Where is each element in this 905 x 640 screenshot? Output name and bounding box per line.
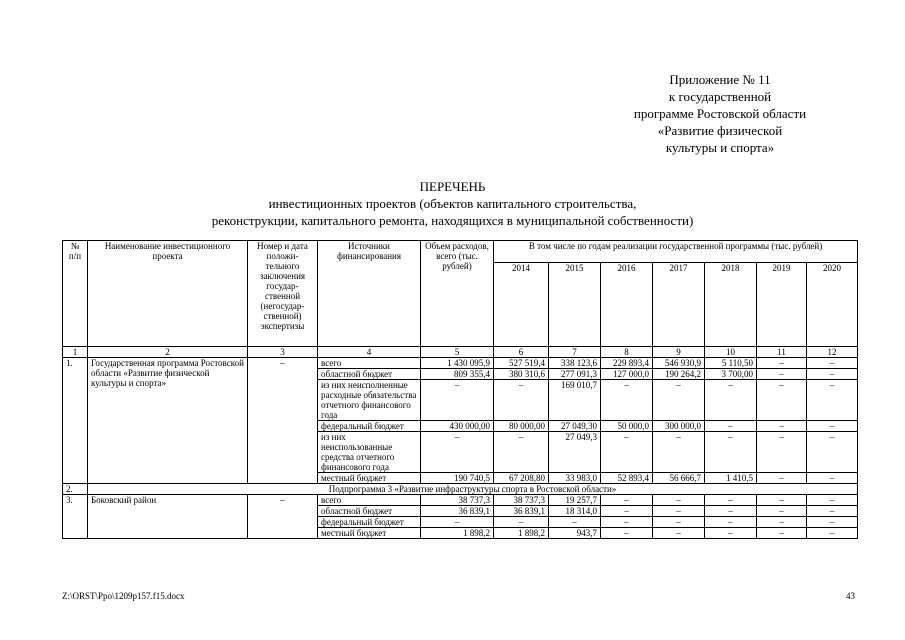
value-cell: 300 000,0 [653, 421, 705, 432]
header-project-name: Наименование инвестиционного проекта [88, 241, 248, 347]
value-cell: – [757, 506, 807, 517]
funding-source: из них неисполненные расходные обязательства отчетного финансового года [318, 380, 421, 421]
value-cell: – [807, 506, 858, 517]
value-cell: 1 410,5 [705, 473, 757, 484]
funding-source: всего [318, 495, 421, 506]
value-cell: 80 000,00 [494, 421, 549, 432]
table-row [63, 495, 858, 506]
project-name: Боковский район [88, 495, 248, 539]
value-cell: – [757, 380, 807, 421]
value-cell: 277 091,3 [549, 369, 601, 380]
value-cell: 27 049,3 [549, 432, 601, 473]
value-cell: – [653, 506, 705, 517]
value-cell: – [807, 473, 858, 484]
value-cell: – [653, 517, 705, 528]
funding-source: федеральный бюджет [318, 421, 421, 432]
value-cell: – [705, 432, 757, 473]
value-cell: – [601, 495, 653, 506]
value-cell: 38 737,3 [421, 495, 494, 506]
value-cell: 1 898,2 [494, 528, 549, 539]
value-cell: 943,7 [549, 528, 601, 539]
funding-source: из них неиспользованные средства отчетного финансового года [318, 432, 421, 473]
value-cell: 67 208,80 [494, 473, 549, 484]
value-cell: – [807, 369, 858, 380]
value-cell: – [601, 380, 653, 421]
header-expertise: Номер и дата положи- тельного заключения государ- ственной (негосудар- ственной) экспертизы [248, 241, 318, 347]
value-cell: 56 666,7 [653, 473, 705, 484]
header-year: 2018 [705, 263, 757, 347]
value-cell: 338 123,6 [549, 358, 601, 369]
value-cell: – [601, 506, 653, 517]
value-cell: 1 898,2 [421, 528, 494, 539]
column-number: 2 [88, 347, 248, 358]
value-cell: – [653, 528, 705, 539]
value-cell: – [705, 517, 757, 528]
value-cell: 546 930,9 [653, 358, 705, 369]
value-cell: 169 010,7 [549, 380, 601, 421]
value-cell: 36 839,1 [494, 506, 549, 517]
page-number: 43 [846, 591, 855, 601]
value-cell: 5 110,50 [705, 358, 757, 369]
value-cell: 3 700,00 [705, 369, 757, 380]
value-cell: 50 000,0 [601, 421, 653, 432]
project-expertise: – [248, 495, 318, 539]
value-cell: – [807, 517, 858, 528]
project-num: 3. [63, 495, 88, 539]
value-cell: 229 893,4 [601, 358, 653, 369]
table-row [63, 358, 858, 369]
table-header-row [63, 241, 858, 263]
table-row [63, 484, 858, 495]
column-number: 1 [63, 347, 88, 358]
document-title: ПЕРЕЧЕНЬ [419, 179, 486, 194]
value-cell: – [807, 528, 858, 539]
value-cell: – [653, 495, 705, 506]
column-number: 8 [601, 347, 653, 358]
value-cell: – [653, 432, 705, 473]
document-subtitle: инвестиционных проектов (объектов капитального строительства, [268, 196, 637, 211]
column-number: 10 [705, 347, 757, 358]
value-cell: – [705, 380, 757, 421]
appendix-line: культуры и спорта» [665, 140, 775, 155]
value-cell: 19 257,7 [549, 495, 601, 506]
header-volume: Объем расходов, всего (тыс. рублей) [421, 241, 494, 347]
value-cell: – [757, 421, 807, 432]
column-number: 9 [653, 347, 705, 358]
column-number: 6 [494, 347, 549, 358]
appendix-block [590, 71, 850, 156]
funding-source: областной бюджет [318, 369, 421, 380]
value-cell: – [601, 432, 653, 473]
document-subtitle: реконструкции, капитального ремонта, находящихся в муниципальной собственности) [211, 213, 694, 228]
appendix-line: программе Ростовской области [633, 106, 807, 121]
subprogram-num: 2. [63, 484, 88, 495]
value-cell: 380 310,6 [494, 369, 549, 380]
header-year: 2017 [653, 263, 705, 347]
value-cell: 527 519,4 [494, 358, 549, 369]
value-cell: – [494, 432, 549, 473]
funding-source: федеральный бюджет [318, 517, 421, 528]
value-cell: – [807, 358, 858, 369]
value-cell: – [421, 432, 494, 473]
value-cell: – [705, 495, 757, 506]
project-expertise: – [248, 358, 318, 484]
value-cell: – [757, 495, 807, 506]
value-cell: 1 430 095,9 [421, 358, 494, 369]
column-number: 11 [757, 347, 807, 358]
value-cell: 38 737,3 [494, 495, 549, 506]
value-cell: – [807, 432, 858, 473]
value-cell: 52 893,4 [601, 473, 653, 484]
column-number: 3 [248, 347, 318, 358]
value-cell: – [421, 517, 494, 528]
subprogram-title: Подпрограмма 3 «Развитие инфраструктуры спорта в Ростовской области» [88, 484, 858, 495]
footer-file-path: Z:\ORST\Ppo\1209p157.f15.docx [62, 591, 185, 601]
investment-projects-table [62, 240, 858, 539]
header-sources: Источники финансирования [318, 241, 421, 347]
value-cell: – [807, 380, 858, 421]
header-year: 2015 [549, 263, 601, 347]
value-cell: – [807, 495, 858, 506]
funding-source: областной бюджет [318, 506, 421, 517]
value-cell: – [601, 528, 653, 539]
value-cell: 809 355,4 [421, 369, 494, 380]
column-number: 5 [421, 347, 494, 358]
column-number: 4 [318, 347, 421, 358]
column-number-row [63, 347, 858, 358]
column-number: 12 [807, 347, 858, 358]
value-cell: – [757, 473, 807, 484]
header-by-years: В том числе по годам реализации государственной программы (тыс. рублей) [494, 241, 858, 263]
value-cell: – [549, 517, 601, 528]
appendix-line: «Развитие физической [657, 123, 783, 138]
project-num: 1. [63, 358, 88, 484]
value-cell: – [705, 528, 757, 539]
value-cell: – [494, 517, 549, 528]
value-cell: 36 839,1 [421, 506, 494, 517]
value-cell: 190 740,5 [421, 473, 494, 484]
value-cell: – [705, 506, 757, 517]
value-cell: 27 049,30 [549, 421, 601, 432]
value-cell: 127 000,0 [601, 369, 653, 380]
value-cell: 190 264,2 [653, 369, 705, 380]
project-name: Государственная программа Ростовской области «Развитие физической культуры и спорта» [88, 358, 248, 484]
funding-source: местный бюджет [318, 528, 421, 539]
appendix-line: к государственной [668, 89, 772, 104]
appendix-line: Приложение № 11 [669, 72, 771, 87]
header-num: № п/п [63, 241, 88, 347]
value-cell: – [757, 432, 807, 473]
funding-source: всего [318, 358, 421, 369]
value-cell: – [807, 421, 858, 432]
value-cell: – [421, 380, 494, 421]
value-cell: – [757, 358, 807, 369]
header-year: 2019 [757, 263, 807, 347]
value-cell: – [601, 517, 653, 528]
header-year: 2014 [494, 263, 549, 347]
value-cell: 430 000,00 [421, 421, 494, 432]
value-cell: – [494, 380, 549, 421]
header-year: 2016 [601, 263, 653, 347]
value-cell: 18 314,0 [549, 506, 601, 517]
value-cell: – [705, 421, 757, 432]
header-year: 2020 [807, 263, 858, 347]
funding-source: местный бюджет [318, 473, 421, 484]
column-number: 7 [549, 347, 601, 358]
value-cell: – [757, 528, 807, 539]
value-cell: – [757, 369, 807, 380]
value-cell: – [653, 380, 705, 421]
value-cell: 33 983,0 [549, 473, 601, 484]
value-cell: – [757, 517, 807, 528]
